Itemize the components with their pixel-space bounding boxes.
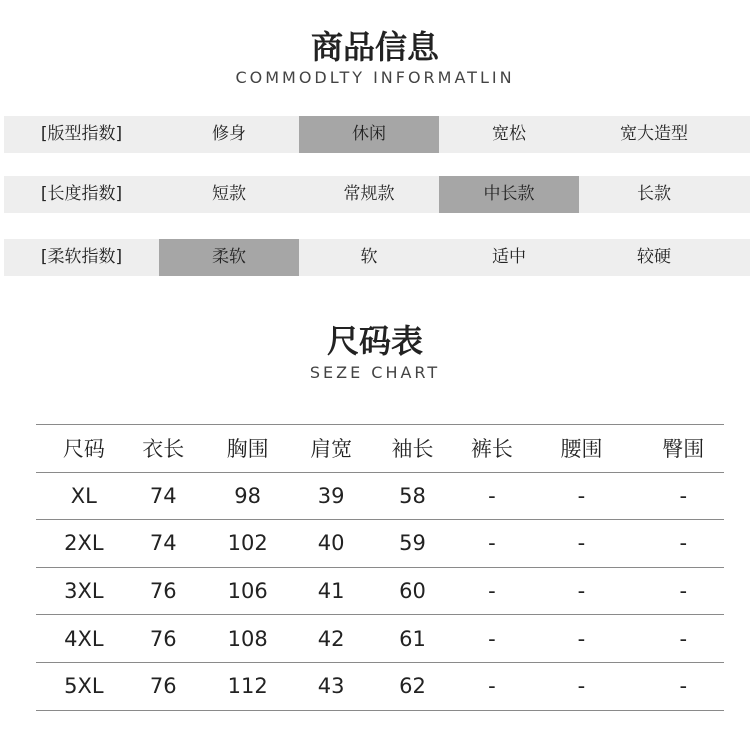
cell-hip: - [643, 520, 724, 568]
softness-option-soft: 柔软 [159, 239, 299, 276]
table-row [36, 662, 724, 710]
softness-index-row [4, 239, 750, 276]
length-option-short: 短款 [212, 184, 246, 204]
cell-hip: - [643, 662, 724, 710]
cell-sleeve: 62 [362, 662, 464, 710]
cell-chest: 108 [195, 615, 301, 663]
cell-pants-length: - [463, 567, 520, 615]
softness-option-slightly-soft: 软 [360, 247, 378, 267]
cell-shoulder: 39 [301, 472, 362, 520]
cell-hip: - [643, 567, 724, 615]
size-table-header-row [36, 425, 724, 473]
header-chest: 胸围 [195, 425, 301, 473]
header-hip: 臀围 [643, 425, 724, 473]
cell-size: 2XL [36, 520, 132, 568]
cell-length: 74 [132, 472, 195, 520]
size-chart-subtitle: SEZE CHART [309, 363, 441, 382]
cell-hip: - [643, 472, 724, 520]
softness-option-firm: 较硬 [637, 247, 671, 267]
table-row [36, 567, 724, 615]
header-sleeve: 袖长 [362, 425, 464, 473]
cell-sleeve: 58 [362, 472, 464, 520]
cell-chest: 112 [195, 662, 301, 710]
header-pants-length: 裤长 [463, 425, 520, 473]
cell-chest: 102 [195, 520, 301, 568]
length-index-row [4, 176, 750, 213]
cell-waist: - [520, 615, 642, 663]
softness-option-moderate: 适中 [492, 247, 526, 267]
cell-waist: - [520, 567, 642, 615]
cell-length: 76 [132, 567, 195, 615]
softness-index-label: [柔软指数] [40, 247, 123, 267]
header-length: 衣长 [132, 425, 195, 473]
fit-option-casual: 休闲 [299, 116, 439, 153]
cell-length: 74 [132, 520, 195, 568]
cell-size: XL [36, 472, 132, 520]
product-info-subtitle: COMMODLTY INFORMATLIN [235, 68, 515, 87]
header-waist: 腰围 [520, 425, 642, 473]
cell-shoulder: 40 [301, 520, 362, 568]
cell-waist: - [520, 520, 642, 568]
product-info-title: 商品信息 [310, 28, 439, 66]
cell-shoulder: 43 [301, 662, 362, 710]
cell-pants-length: - [463, 520, 520, 568]
cell-size: 5XL [36, 662, 132, 710]
length-option-long: 长款 [637, 184, 671, 204]
table-row [36, 472, 724, 520]
fit-option-loose: 宽松 [492, 124, 526, 144]
cell-hip: - [643, 615, 724, 663]
cell-chest: 98 [195, 472, 301, 520]
cell-length: 76 [132, 615, 195, 663]
length-option-mid-long: 中长款 [439, 176, 579, 213]
fit-index-row [4, 116, 750, 153]
cell-pants-length: - [463, 662, 520, 710]
cell-sleeve: 61 [362, 615, 464, 663]
table-row [36, 615, 724, 663]
header-size: 尺码 [36, 425, 132, 473]
fit-option-oversized: 宽大造型 [620, 124, 688, 144]
size-chart-title: 尺码表 [326, 322, 423, 360]
cell-pants-length: - [463, 615, 520, 663]
cell-pants-length: - [463, 472, 520, 520]
cell-size: 3XL [36, 567, 132, 615]
cell-shoulder: 42 [301, 615, 362, 663]
cell-length: 76 [132, 662, 195, 710]
cell-chest: 106 [195, 567, 301, 615]
cell-waist: - [520, 472, 642, 520]
table-row [36, 520, 724, 568]
cell-waist: - [520, 662, 642, 710]
cell-sleeve: 59 [362, 520, 464, 568]
length-index-label: [长度指数] [40, 184, 123, 204]
cell-shoulder: 41 [301, 567, 362, 615]
cell-sleeve: 60 [362, 567, 464, 615]
header-shoulder: 肩宽 [301, 425, 362, 473]
fit-option-slim: 修身 [212, 124, 246, 144]
cell-size: 4XL [36, 615, 132, 663]
length-option-regular: 常规款 [343, 184, 395, 204]
fit-index-label: [版型指数] [40, 124, 123, 144]
size-table [36, 424, 724, 711]
